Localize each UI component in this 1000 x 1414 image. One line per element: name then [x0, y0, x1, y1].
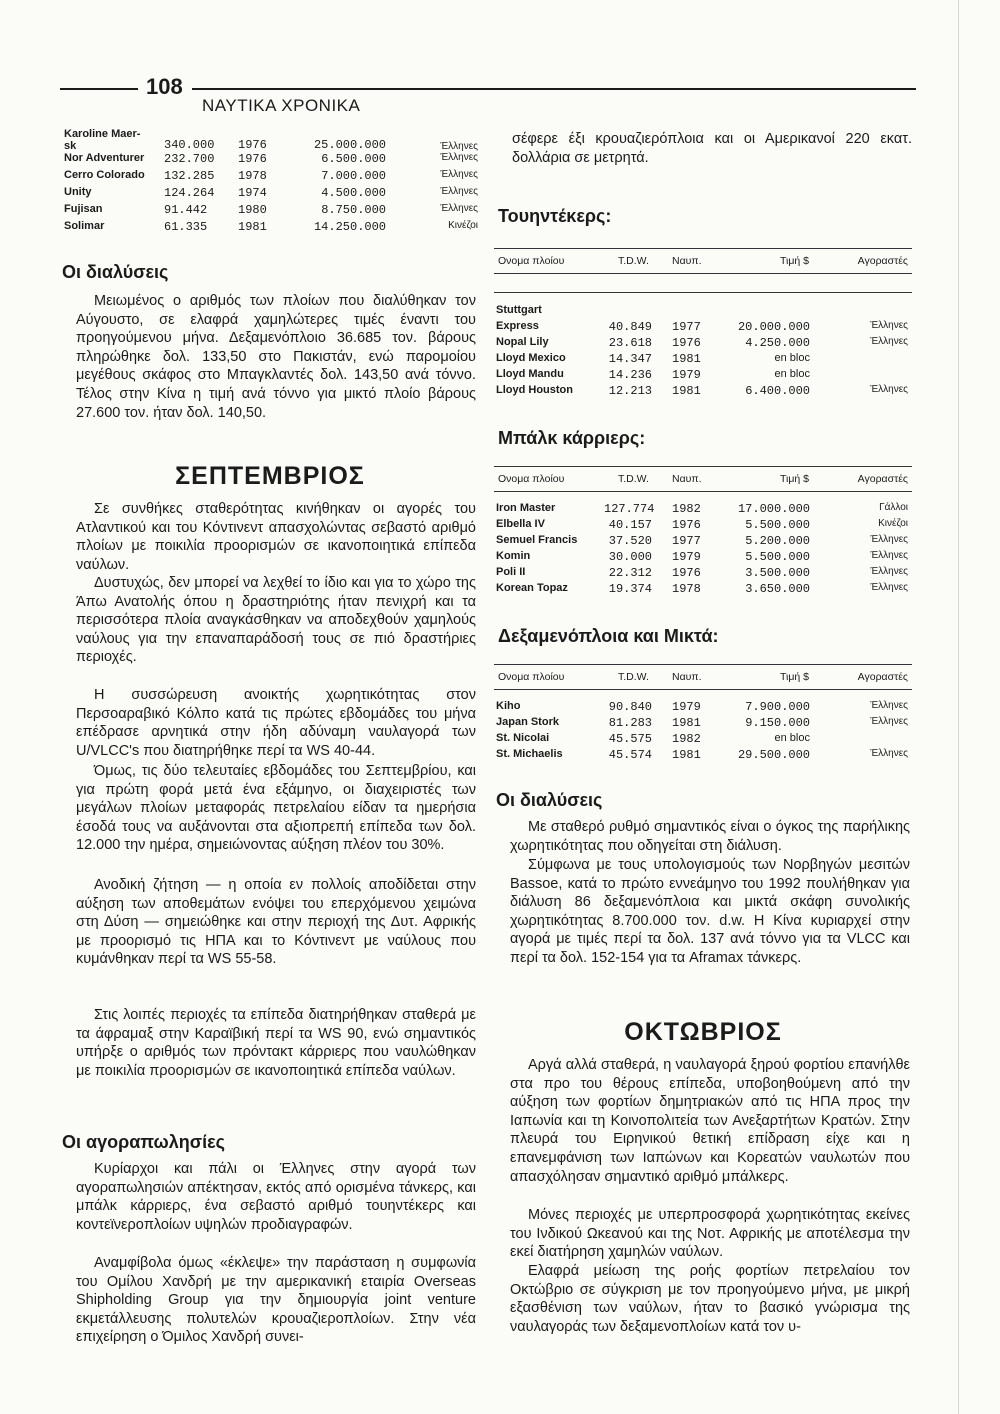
buyer: Έλληνες [440, 169, 478, 180]
ship-name: Japan Stork [496, 716, 559, 728]
dwt: 14.347 [608, 352, 652, 366]
col-year: Ναυπ. [672, 255, 702, 267]
buyer: Έλληνες [440, 141, 478, 152]
dwt: 19.374 [608, 582, 652, 596]
table-row [494, 304, 912, 320]
dwt: 90.840 [608, 700, 652, 714]
table-row [494, 320, 912, 336]
price: 3.650.000 [745, 582, 810, 596]
header-rule-right [192, 88, 916, 90]
bulk-carriers-table [494, 466, 912, 596]
ship-name: Unity [64, 186, 92, 198]
col-price: Τιμή $ [780, 473, 810, 485]
table-row [494, 550, 912, 566]
price: 5.500.000 [745, 518, 810, 532]
dwt: 91.442 [164, 203, 208, 217]
col-dwt: T.D.W. [618, 255, 649, 267]
buyer: Έλληνες [870, 700, 908, 711]
dwt: 45.575 [608, 732, 652, 746]
ship-name: Solimar [64, 220, 105, 232]
paragraph: Όμως, τις δύο τελευταίες εβδομάδες του Σεπτεμβρίου, και για πρώτη φορά μετά ένα εξάμηνο, οι διαχειριστές των μεγάλων πλοίων μεταφοράς πετρελαίου είδαν τα ημερήσια έσοδά τους να αυξάνονται στα αξιοπρεπή επίπεδα των δολ. 12.000 την ημέρα, σημειώνοντας αύξηση πλέον του 30%. [76, 763, 476, 854]
ship-name: Fujisan [64, 203, 103, 215]
year: 1979 [672, 550, 701, 564]
table-row [494, 748, 912, 764]
col-buyer: Αγοραστές [857, 255, 908, 267]
paragraph: Κυρίαρχοι και πάλι οι Έλληνες στην αγορά των αγοραπωλησιών απέκτησαν, εκτός από ορισμένα τάνκερς, και μπάλκ κάρριερς, ένα σεβαστό αριθμό τουηντέκερς και κοντεϊνερoπλοίων υψηλών προδιαγραφών. [76, 1161, 476, 1233]
section-heading-tankers: Δεξαμενόπλοια και Μικτά: [498, 626, 719, 646]
year: 1977 [672, 320, 701, 334]
dwt: 12.213 [608, 384, 652, 398]
price: 7.000.000 [321, 169, 386, 183]
section-heading-october: ΟΚΤΩΒΡΙΟΣ [624, 1018, 782, 1046]
price: 20.000.000 [737, 320, 810, 334]
price: 14.250.000 [313, 220, 386, 234]
table-row [494, 700, 912, 716]
magazine-title: ΝΑΥΤΙΚΑ ΧΡΟΝΙΚΑ [202, 96, 361, 115]
price: en bloc [774, 368, 810, 380]
price: 7.900.000 [745, 700, 810, 714]
col-name: Ονομα πλοίου [498, 255, 565, 267]
section-heading-dialyseis-right: Οι διαλύσεις [496, 790, 603, 810]
table-header [494, 466, 912, 492]
paragraph: σέφερε έξι κρουαζιερόπλοια και οι Αμερικανοί 220 εκατ. δολλάρια σε μετρητά. [512, 131, 912, 166]
dwt: 124.264 [164, 186, 215, 200]
year: 1980 [238, 203, 267, 217]
col-price: Τιμή $ [780, 255, 810, 267]
buyer: Έλληνες [870, 336, 908, 347]
dwt: 22.312 [608, 566, 652, 580]
year: 1981 [672, 384, 701, 398]
ship-name: Nor Adventurer [64, 152, 145, 164]
paragraph: Η συσσώρευση ανοικτής χωρητικότητας στον Περσοαραβικό Κόλπο κατά τις πρώτες εβδομάδες του μήνα επέδρασε αρνητικά στην ήδη αδύναμη ναυλαγορά των U/VLCC's που διατηρήθηκε περί τα WS 40-44. [76, 687, 476, 759]
table-row [64, 152, 478, 169]
paragraph: Δυστυχώς, δεν μπορεί να λεχθεί το ίδιο και για το χώρο της Άπω Ανατολής όπου η δραστηριότης ήταν πενιχρή και τα περισσότερα πλοία αναγκάσθηκαν να αποδεχθούν χαμηλούς ναύλους για την επαναπαράδοσή τους σε πιό δραστήριες περιοχές. [76, 575, 476, 666]
section-heading-bulk: Μπάλκ κάρριερς: [498, 428, 646, 448]
section-heading-agorapolisies: Οι αγοραπωλησίες [62, 1132, 225, 1152]
dwt: 340.000 [164, 138, 215, 152]
col-dwt: T.D.W. [618, 671, 649, 683]
dwt: 37.520 [608, 534, 652, 548]
ship-name: St. Michaelis [496, 748, 563, 760]
dwt: 232.700 [164, 152, 215, 166]
page-number: 108 [146, 74, 183, 99]
table-row [494, 534, 912, 550]
col-buyer: Αγοραστές [857, 473, 908, 485]
table-row [64, 220, 478, 237]
ship-name: Lloyd Houston [496, 384, 573, 396]
paragraph: Ελαφρά μείωση της ροής φορτίων πετρελαίου τον Οκτώβριο σε σύγκριση με τον προηγούμενο μήνα, με μικρή εξασθένιση των ναύλων, ήταν το βασικό γνώρισμα της ναυλαγοράς των δεξαμενοπλοίων κατά τον υ- [510, 1263, 910, 1335]
buyer: Κινέζοι [878, 518, 908, 529]
page-header [60, 74, 916, 124]
year: 1982 [672, 502, 701, 516]
year: 1981 [672, 716, 701, 730]
col-name: Ονομα πλοίου [498, 671, 565, 683]
buyer: Έλληνες [870, 582, 908, 593]
paragraph: Σύμφωνα με τους υπολογισμούς των Νορβηγών μεσιτών Bassoe, κατά το πρώτο εννεάμηνο του 1992 πουλήθηκαν για διάλυση 86 δεξαμενόπλοια και μικτά σκάφη συνολικής χωρητικότητας 8.700.000 τον. d.w. Η Κίνα κυριαρχεί στην αγορά με τιμές περί τα δολ. 137 ανά τόννο για τα VLCC και περί τα δολ. 152-154 για τα Aframax τάνκερς. [510, 857, 910, 966]
table-header [494, 664, 912, 690]
table-row [494, 336, 912, 352]
col-buyer: Αγοραστές [857, 671, 908, 683]
price: 5.200.000 [745, 534, 810, 548]
year: 1976 [238, 152, 267, 166]
ship-name: Poli II [496, 566, 526, 578]
col-year: Ναυπ. [672, 671, 702, 683]
ship-name: Komin [496, 550, 531, 562]
buyer: Έλληνες [870, 320, 908, 331]
section-heading-tweendeckers: Τουηντέκερς: [498, 206, 612, 226]
price: 29.500.000 [737, 748, 810, 762]
paragraph: Ανοδική ζήτηση — η οποία εν πολλοίς αποδίδεται στην αύξηση των αποθεμάτων ενόψει του επερχόμενου χειμώνα στη Δύση — σημειώθηκε και στην περιοχή της Δυτ. Αφρικής με προορισμό τις ΗΠΑ και το Κόντινεντ με ναύλους που κυμάνθηκαν περί τα WS 55-58. [76, 877, 476, 968]
ship-name: Nopal Lily [496, 336, 549, 348]
buyer: Έλληνες [440, 203, 478, 214]
header-rule-left [60, 88, 138, 90]
paragraph: Αναμφίβολα όμως «έκλεψε» την παράσταση η συμφωνία του Ομίλου Χανδρή με την αμερικανική εταιρία Overseas Shipholding Group για την δημιουργία joint venture εκμετάλλευσης πολυτελών κρουαζιεροπλοίων. Στην νέα επιχείρηση ο Όμιλος Χανδρή συνει- [76, 1255, 476, 1346]
year: 1976 [238, 138, 267, 152]
ship-name: Express [496, 320, 539, 332]
ship-name: Lloyd Mandu [496, 368, 564, 380]
buyer: Έλληνες [870, 566, 908, 577]
ship-name: Cerro Colorado [64, 169, 145, 181]
section-heading-dialyseis: Οι διαλύσεις [62, 262, 169, 282]
dwt: 40.849 [608, 320, 652, 334]
section-heading-september: ΣΕΠΤΕΜΒΡΙΟΣ [175, 462, 365, 490]
dwt: 127.774 [604, 502, 655, 516]
year: 1981 [672, 748, 701, 762]
dwt: 132.285 [164, 169, 215, 183]
price: 5.500.000 [745, 550, 810, 564]
ship-name: Iron Master [496, 502, 556, 514]
price: 6.500.000 [321, 152, 386, 166]
paragraph: Σε συνθήκες σταθερότητας κινήθηκαν οι αγορές του Ατλαντικού και του Κόντινεντ απασχολώντας σεβαστό αριθμό πλοίων με ποικιλία προορισμών σε ικανοποιητικά επίπεδα ναύλων. [76, 501, 476, 573]
ship-name: Korean Topaz [496, 582, 568, 594]
dwt: 30.000 [608, 550, 652, 564]
col-price: Τιμή $ [780, 671, 810, 683]
ship-name: Elbella IV [496, 518, 545, 530]
table-row [64, 203, 478, 220]
ship-name: Semuel Francis [496, 534, 578, 546]
year: 1976 [672, 336, 701, 350]
buyer: Έλληνες [870, 716, 908, 727]
ship-name: Stuttgart [496, 304, 542, 316]
table-divider [494, 292, 912, 293]
buyer: Έλληνες [440, 186, 478, 197]
table-row [494, 352, 912, 368]
price: 3.500.000 [745, 566, 810, 580]
table-row [494, 368, 912, 384]
price: 4.250.000 [745, 336, 810, 350]
price: 4.500.000 [321, 186, 386, 200]
price: 8.750.000 [321, 203, 386, 217]
price: en bloc [774, 352, 810, 364]
year: 1978 [672, 582, 701, 596]
buyer: Έλληνες [870, 550, 908, 561]
tweendeckers-table [494, 248, 912, 398]
dwt: 61.335 [164, 220, 208, 234]
buyer: Έλληνες [870, 748, 908, 759]
paragraph: Μόνες περιοχές με υπερπροσφορά χωρητικότητας εκείνες του Ινδικού Ωκεανού και της Νοτ. Αφρικής με αποτέλεσμα την εκεί διατήρηση χαμηλών ναύλων. [510, 1207, 910, 1261]
year: 1974 [238, 186, 267, 200]
price: 17.000.000 [737, 502, 810, 516]
year: 1976 [672, 518, 701, 532]
top-sales-table [64, 128, 478, 237]
dwt: 23.618 [608, 336, 652, 350]
dwt: 45.574 [608, 748, 652, 762]
table-row [494, 566, 912, 582]
paragraph: Μειωμένος ο αριθμός των πλοίων που διαλύθηκαν τον Αύγουστο, σε ελαφρά χαμηλώτερες τιμές έναντι του προηγούμενου μήνα. Δεξαμενόπλοιο 36.685 τον. βάρους πληρώθηκε δολ. 133,50 στο Πακιστάν, ενώ παρομοίου μεγέθους σκάφος στο Μπαγκλαντές δολ. 143,50 ανά τόννο. Τέλος στην Κίνα η τιμή ανά τόννο για μικτό πλοίο βάρους 27.600 τον. ήταν δολ. 140,50. [76, 293, 476, 421]
buyer: Έλληνες [440, 152, 478, 163]
ship-name: Kiho [496, 700, 521, 712]
table-row [494, 502, 912, 518]
year: 1976 [672, 566, 701, 580]
table-header [494, 248, 912, 274]
table-row [64, 169, 478, 186]
paragraph: Με σταθερό ρυθμό σημαντικός είναι ο όγκος της παρήλικης χωρητικότητας που οδηγείται στη διάλυση. [510, 819, 910, 854]
col-name: Ονομα πλοίου [498, 473, 565, 485]
table-row [494, 384, 912, 400]
year: 1981 [672, 352, 701, 366]
dwt: 40.157 [608, 518, 652, 532]
price: 25.000.000 [313, 138, 386, 152]
col-year: Ναυπ. [672, 473, 702, 485]
ship-name: Lloyd Mexico [496, 352, 566, 364]
ship-name: St. Nicolai [496, 732, 550, 744]
dwt: 14.236 [608, 368, 652, 382]
ship-name: Karoline Maer- sk [64, 128, 141, 152]
price: 9.150.000 [745, 716, 810, 730]
table-row [494, 518, 912, 534]
table-row [494, 716, 912, 732]
price: 6.400.000 [745, 384, 810, 398]
buyer: Κινέζοι [448, 220, 478, 231]
year: 1979 [672, 368, 701, 382]
table-row [64, 128, 478, 152]
price: en bloc [774, 732, 810, 744]
buyer: Έλληνες [870, 384, 908, 395]
paragraph: Στις λοιπές περιοχές τα επίπεδα διατηρήθηκαν σταθερά με τα άφραμαξ στην Καραϊβική περί τα WS 90, ενώ σημαντικός υπήρξε ο αριθμός των πρόντακτ κάρριερς που ναυλώθηκαν με ποικιλία προορισμών σε ικανοποιητικά επίπεδα ναύλων. [76, 1007, 476, 1079]
tankers-table [494, 664, 912, 762]
col-dwt: T.D.W. [618, 473, 649, 485]
table-row [494, 582, 912, 598]
year: 1979 [672, 700, 701, 714]
table-row [494, 732, 912, 748]
paragraph: Αργά αλλά σταθερά, η ναυλαγορά ξηρού φορτίου επανήλθε στα προ του θέρους επίπεδα, υποβοηθούμενη από την αύξηση των φορτίων δημητριακών από τις ΗΠΑ προς την Ιαπωνία και τη Κοινοπολιτεία των Ανεξαρτήτων Κρατών. Στην πλευρά του Ειρηνικού θετική επίδραση είχε και η επανεμφάνιση των Ιαπώνων και Κορεατών ναυλωτών που απασχόλησαν σημαντικό αριθμό μπάλκερς. [510, 1057, 910, 1185]
buyer: Έλληνες [870, 534, 908, 545]
buyer: Γάλλοι [879, 502, 908, 513]
dwt: 81.283 [608, 716, 652, 730]
year: 1977 [672, 534, 701, 548]
table-row [64, 186, 478, 203]
year: 1978 [238, 169, 267, 183]
year: 1982 [672, 732, 701, 746]
page-margin-line [958, 0, 959, 1414]
year: 1981 [238, 220, 267, 234]
